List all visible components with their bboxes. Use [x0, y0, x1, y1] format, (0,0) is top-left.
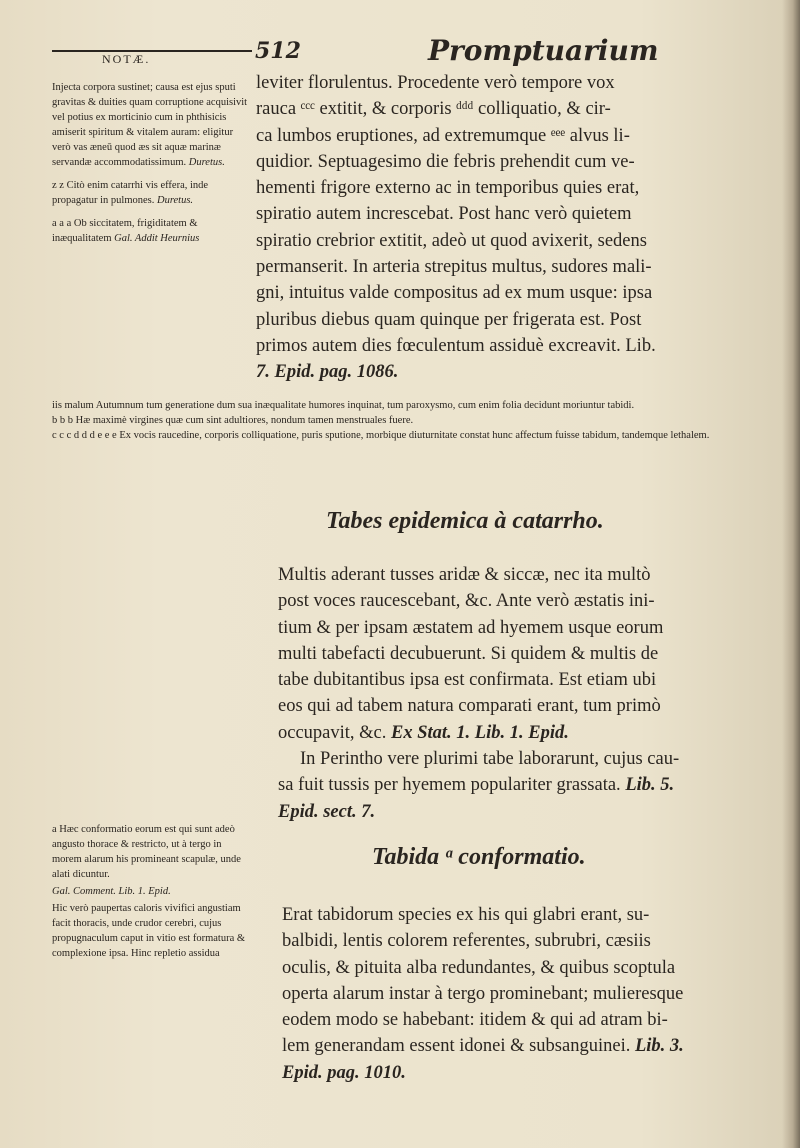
text-line: tium & per ipsam æstatem ad hyemem usque eorum — [278, 617, 664, 638]
text-line: eos qui ad tabem natura comparati erant, tum primò — [278, 696, 661, 717]
page-number: 512 — [255, 38, 301, 64]
reference-line: Epid. pag. 1010. — [282, 1062, 406, 1083]
text-line: tabe dubitantibus ipsa est confirmata. Est etiam ubi — [278, 670, 657, 691]
text-line: multi tabefacti decubuerunt. Si quidem & multis de — [278, 643, 659, 664]
note-line: iis malum Autumnum tum generatione dum sua inæqualitate humores inquinat, tum paroxysmo, cum enim folia decidunt moriuntur tabidi. — [52, 400, 635, 411]
note-line: c c c d d d e e e Ex vocis raucedine, corporis colliquatione, puris sputione, morbique diuturnitate constat hunc affectum fuisse tabidum, tandemque lethalem. — [52, 430, 710, 441]
text-line: quidior. Septuagesimo die febris prehendit cum ve- — [256, 151, 635, 172]
text-line: sa fuit tussis per hyemem populariter grassata. Lib. 5. — [278, 775, 675, 796]
text-line: ca lumbos eruptiones, ad extremumque ᵉᵉᵉ alvus li- — [256, 125, 630, 146]
text-line: oculis, & pituita alba redundantes, & quibus scoptula — [282, 957, 676, 978]
text-line: pluribus diebus quam quinque per frigerata est. Post — [256, 309, 642, 330]
full-width-notes — [52, 398, 777, 443]
text-line: gni, intuitus valde compositus ad ex mum usque: ipsa — [256, 283, 653, 304]
text-line: Erat tabidorum species ex his qui glabri erant, su- — [282, 905, 650, 925]
text-line: occupavit, &c. Ex Stat. 1. Lib. 1. Epid. — [278, 722, 569, 743]
text-line: operta alarum instar à tergo prominebant; mulieresque — [282, 983, 684, 1004]
section2-text — [256, 902, 776, 1086]
margin-note-a: a Hæc conformatio eorum est qui sunt adeò angusto thorace & restricto, ut à tergo in morem alarum his promineant scapulæ, unde alati dicuntur. — [52, 824, 241, 880]
margin-note-2: z z Citò enim catarrhi vis effera, inde propagatur in pulmones. Duretus. — [52, 180, 209, 206]
section-title-conformatio: Tabida ᵃ conformatio. — [372, 844, 586, 870]
section1-text — [256, 562, 776, 825]
page-spine-shadow — [782, 0, 800, 1148]
margin-note-continuation: Hic verò paupertas caloris vivifici angustiam facit thoracis, unde crudor cerebri, cujus propugnaculum caput in vitio est formatura & complexione ipsa. Hinc repletio assidua — [52, 903, 246, 959]
text-line: eodem modo se habebant: itidem & qui ad atram bi- — [282, 1010, 668, 1031]
top-main-text — [256, 70, 776, 386]
text-line: hementi frigore externo ac in temporibus quies erat, — [256, 178, 640, 199]
margin-note-3: a a a Ob siccitatem, frigiditatem & inæqualitatem Gal. Addit Heurnius — [52, 218, 200, 244]
running-title: Promptuarium — [428, 34, 659, 67]
text-line: spiratio crebrior extitit, adeò ut quod avixerit, sedens — [256, 230, 647, 251]
top-margin-notes — [52, 80, 250, 248]
text-line: permanserit. In arteria strepitus multus, sudores mali- — [256, 257, 652, 278]
text-line: post voces raucescebant, &c. Ante verò æstatis ini- — [278, 591, 655, 612]
margin-note-ref: Gal. Comment. Lib. 1. Epid. — [52, 886, 171, 897]
header-rule — [52, 50, 252, 52]
text-line: leviter florulentus. Procedente verò tempore vox — [256, 73, 615, 93]
section2-margin-notes — [52, 822, 250, 963]
text-line: rauca ᶜᶜᶜ extitit, & corporis ᵈᵈᵈ colliquatio, & cir- — [256, 99, 611, 120]
text-line: Multis aderant tusses aridæ & siccæ, nec ita multò — [278, 565, 651, 585]
reference-line: 7. Epid. pag. 1086. — [256, 362, 399, 383]
note-line: b b b Hæ maximè virgines quæ cum sint adultiores, nondum tamen menstruales fuere. — [52, 415, 414, 426]
text-line: balbidi, lentis colorem referentes, subrubri, cæsiis — [282, 931, 651, 952]
text-line: lem generandam essent idonei & subsanguinei. Lib. 3. — [282, 1036, 684, 1057]
text-line: spiratio autem increscebat. Post hanc verò quietem — [256, 204, 632, 225]
margin-note-1: Injecta corpora sustinet; causa est ejus sputi gravitas & duities quam corruptione acquisivit vel potius ex morticinio cum in phthisicis amiserit spiritum & vitalem auram: eligitur verò vas æneū quod æs sit aquæ marinæ servandæ accommodatissimum. Duretus. — [52, 82, 248, 168]
header-notae: NOTÆ. — [102, 52, 151, 66]
section-title-tabes: Tabes epidemica à catarrho. — [326, 508, 604, 534]
reference-line: Epid. sect. 7. — [278, 801, 376, 822]
text-line: In Perintho vere plurimi tabe laborarunt, cujus cau- — [300, 749, 680, 770]
text-line: primos autem dies fœculentum assiduè excreavit. Lib. — [256, 335, 656, 356]
